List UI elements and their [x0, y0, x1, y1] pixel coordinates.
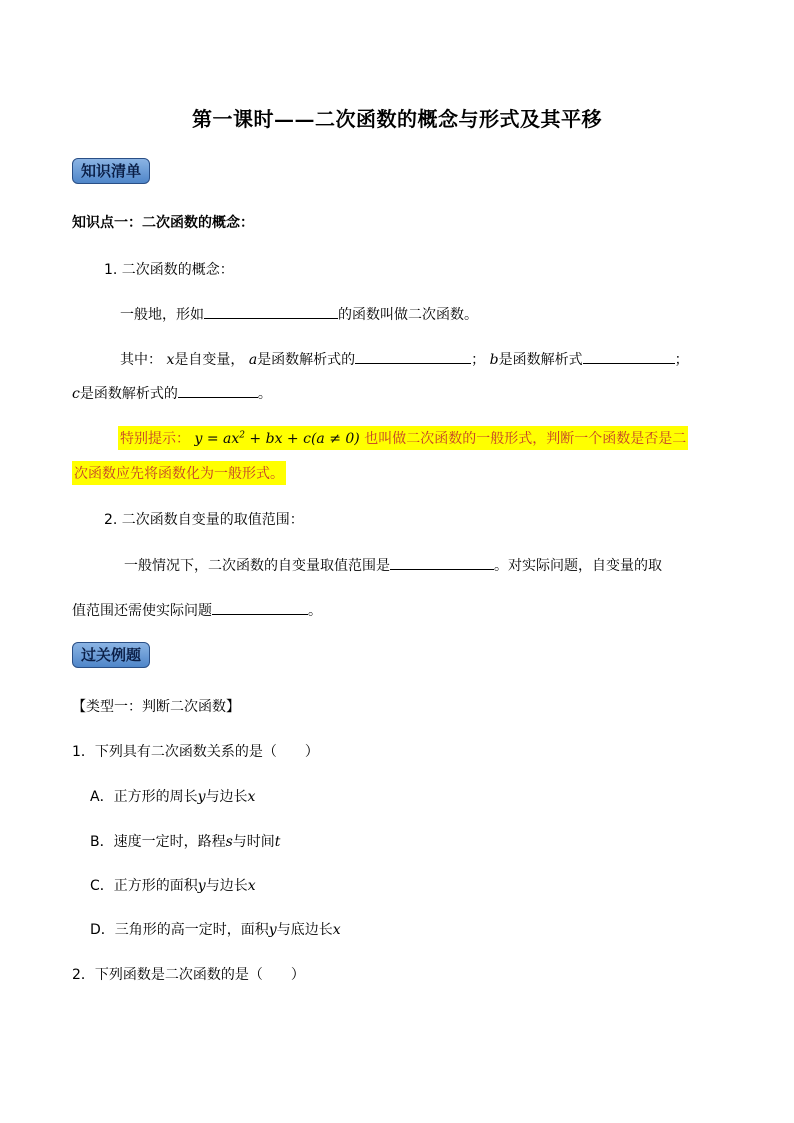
badge-label: 过关例题: [72, 642, 150, 668]
tip-text-1: 也叫做二次函数的一般形式，判断一个函数是否是二: [364, 431, 687, 447]
range-line-1: [124, 553, 662, 575]
var-b: b: [489, 352, 499, 368]
definition-suffix: 的函数叫做二次函数。: [338, 307, 478, 323]
question-1-option-c[interactable]: [90, 875, 256, 895]
tip-line-1: [118, 426, 688, 450]
range-prefix: 一般情况下，二次函数的自变量取值范围是: [124, 558, 390, 574]
range-middle: 。对实际问题，自变量的取: [494, 558, 662, 574]
option-b-var-t: t: [274, 834, 281, 850]
tip-line-2: [72, 461, 286, 485]
question-1-option-d[interactable]: [90, 919, 341, 939]
option-c-mid: 与边长: [205, 878, 248, 894]
knowledge-point-heading: 知识点一：二次函数的概念：: [72, 215, 254, 231]
option-b-text: B．速度一定时，路程: [90, 834, 226, 850]
range-line-2: [72, 598, 322, 620]
option-a-var-x: x: [247, 789, 256, 805]
option-d-var-y: y: [268, 922, 277, 938]
blank-practical[interactable]: [212, 598, 308, 615]
definition-line: [120, 302, 478, 324]
question-1-option-a[interactable]: [90, 786, 255, 806]
var-c: c: [72, 386, 80, 402]
tip-formula: [194, 431, 359, 447]
separator-1: ；: [471, 352, 486, 368]
section-badge-knowledge: [72, 158, 150, 184]
where-x-text: 是自变量，: [174, 352, 245, 368]
blank-c[interactable]: [178, 381, 258, 398]
option-d-text: D．三角形的高一定时，面积: [90, 922, 269, 938]
coefficient-line: [120, 347, 689, 369]
definition-prefix: 一般地，形如: [120, 307, 204, 323]
option-b-mid: 与时间: [232, 834, 275, 850]
type1-heading: 【类型一：判断二次函数】: [72, 699, 240, 715]
var-a: a: [248, 352, 258, 368]
option-a-mid: 与边长: [205, 789, 248, 805]
item1-title: 1. 二次函数的概念：: [104, 262, 234, 278]
option-c-text: C．正方形的面积: [90, 878, 198, 894]
range-end-mark: 。: [308, 603, 322, 619]
question-1-option-b[interactable]: [90, 831, 280, 851]
where-b-text: 是函数解析式: [498, 352, 583, 368]
blank-b[interactable]: [583, 347, 675, 364]
coefficient-line-2: [72, 381, 272, 403]
var-x: x: [166, 352, 175, 368]
option-b-var-s: s: [225, 834, 233, 850]
page-title: 第一课时——二次函数的概念与形式及其平移: [192, 107, 602, 131]
tip-formula-rest: + bx + c(a ≠ 0): [244, 431, 360, 447]
question-1-stem: 1．下列具有二次函数关系的是（ ）: [72, 744, 319, 760]
option-d-mid: 与底边长: [276, 922, 333, 938]
option-c-var-x: x: [247, 878, 256, 894]
end-mark: 。: [257, 386, 272, 402]
badge-label: 知识清单: [72, 158, 150, 184]
tip-formula-main: y = ax: [194, 431, 240, 447]
item2-title: 2. 二次函数自变量的取值范围：: [104, 512, 304, 528]
where-prefix: 其中：: [120, 352, 162, 368]
tip-label: 特别提示：: [120, 431, 190, 447]
option-a-text: A．正方形的周长: [90, 789, 198, 805]
option-d-var-x: x: [332, 922, 341, 938]
where-c-text: 是函数解析式的: [79, 386, 178, 402]
separator-2: ；: [674, 352, 689, 368]
range-line2-prefix: 值范围还需使实际问题: [72, 603, 212, 619]
blank-a[interactable]: [355, 347, 471, 364]
blank-range[interactable]: [390, 553, 494, 570]
option-c-var-y: y: [197, 878, 206, 894]
section-badge-examples: [72, 642, 150, 668]
blank-general-form[interactable]: [204, 302, 338, 319]
tip-text-2: 次函数应先将函数化为一般形式。: [74, 466, 284, 482]
tip-formula-exponent: 2: [239, 430, 245, 441]
option-a-var-y: y: [197, 789, 206, 805]
question-2-stem: 2．下列函数是二次函数的是（ ）: [72, 967, 305, 983]
where-a-text: 是函数解析式的: [257, 352, 356, 368]
